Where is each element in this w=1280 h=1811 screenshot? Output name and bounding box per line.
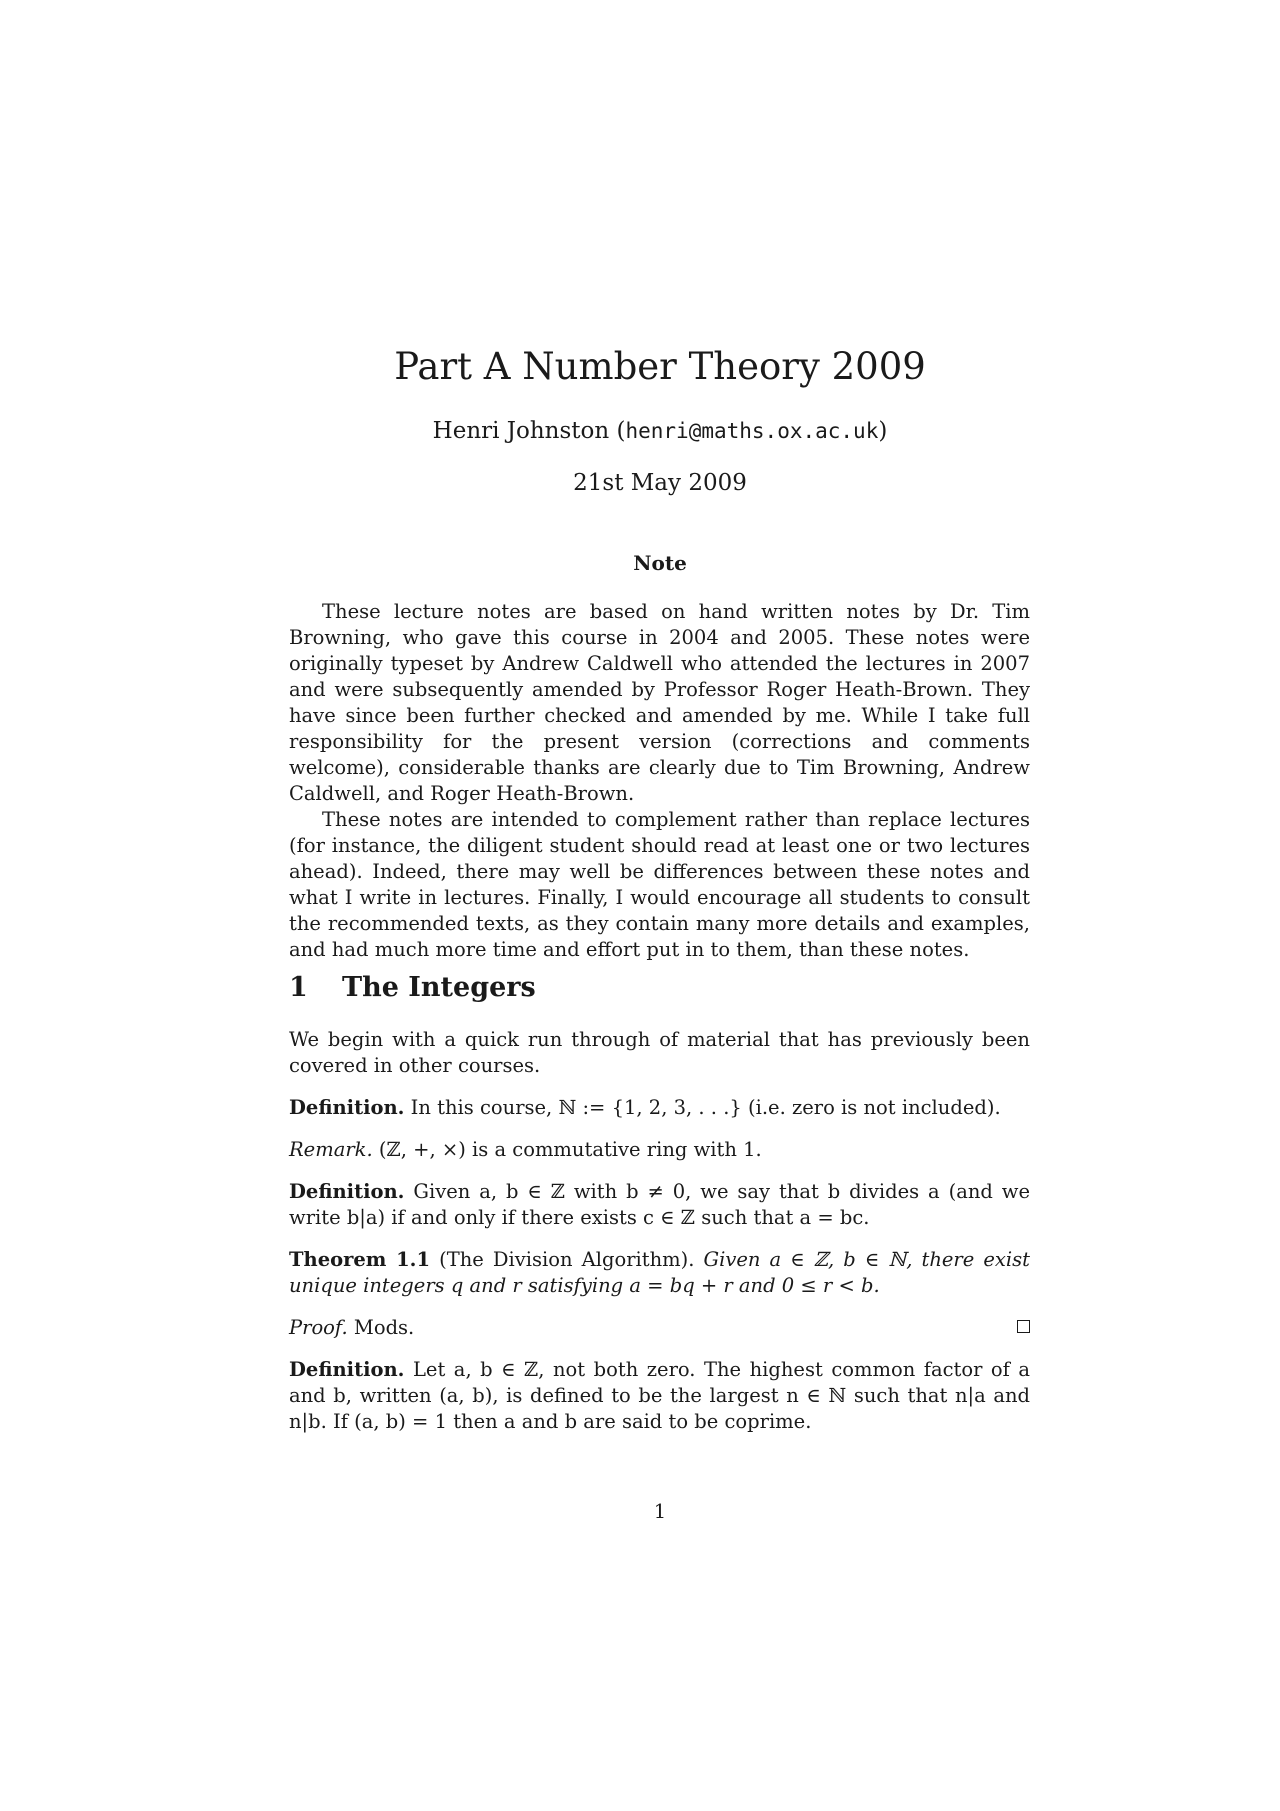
note-abstract [289, 599, 1030, 963]
theorem-text: Given a ∈ ℤ, b ∈ ℕ, there exist unique integers q and r satisfying a = bq + r and 0 ≤ r < b. [289, 1248, 1030, 1297]
theorem-name: (The Division Algorithm). [439, 1248, 695, 1271]
section-heading [289, 972, 1030, 1003]
note-paragraph: These notes are intended to complement rather than replace lectures (for instance, the diligent student should read at least one or two lectures ahead). Indeed, there may well be differences between these notes and what I write in lectures. Finally, I would encourage all students to consult the recommended texts, as they contain many more details and examples, and had much more time and effort put in to them, than these notes. [289, 808, 1030, 961]
theorem-division-algorithm [289, 1247, 1030, 1299]
author-name: Henri Johnston ( [432, 418, 626, 444]
definition-hcf [289, 1357, 1030, 1435]
remark-text: (ℤ, +, ×) is a commutative ring with 1. [378, 1138, 762, 1161]
definition-divides [289, 1179, 1030, 1231]
definition-label: Definition. [289, 1180, 405, 1203]
proof-text: Mods. [353, 1316, 415, 1339]
section-number: 1 [289, 972, 308, 1003]
document-title: Part A Number Theory 2009 [394, 345, 926, 388]
section-body [289, 1027, 1030, 1451]
proof [289, 1315, 1030, 1341]
author-line [0, 418, 1280, 444]
section-intro: We begin with a quick run through of material that has previously been covered in other courses. [289, 1028, 1030, 1077]
author-email: henri@maths.ox.ac.uk [625, 419, 879, 443]
definition-text: Let a, b ∈ ℤ, not both zero. The highest common factor of a and b, written (a, b), is defined to be the largest n ∈ ℕ such that n|a and n|b. If (a, b) = 1 then a and b are said to be coprime. [289, 1358, 1031, 1433]
definition-label: Definition. [289, 1358, 405, 1381]
section-title: The Integers [342, 972, 536, 1003]
remark-ring [289, 1137, 1030, 1163]
note-heading: Note [633, 551, 687, 575]
definition-text: In this course, ℕ := {1, 2, 3, . . .} (i.e. zero is not included). [410, 1096, 1001, 1119]
definition-label: Definition. [289, 1096, 405, 1119]
page-number: 1 [653, 1500, 667, 1523]
author-close: ) [878, 418, 888, 444]
proof-label: Proof. [289, 1316, 348, 1339]
note-paragraph: These lecture notes are based on hand written notes by Dr. Tim Browning, who gave this course in 2004 and 2005. These notes were originally typeset by Andrew Caldwell who attended the lectures in 2007 and were subsequently amended by Professor Roger Heath-Brown. They have since been further checked and amended by me. While I take full responsibility for the present version (corrections and comments welcome), considerable thanks are clearly due to Tim Browning, Andrew Caldwell, and Roger Heath-Brown. [289, 600, 1030, 805]
definition-text: Given a, b ∈ ℤ with b ≠ 0, we say that b divides a (and we write b|a) if and only if there exists c ∈ ℤ such that a = bc. [289, 1180, 1031, 1229]
theorem-label: Theorem 1.1 [289, 1248, 431, 1271]
qed-square-icon [1017, 1320, 1030, 1333]
document-date: 21st May 2009 [573, 470, 747, 496]
definition-natural-numbers [289, 1095, 1030, 1121]
remark-label: Remark. [289, 1138, 373, 1161]
